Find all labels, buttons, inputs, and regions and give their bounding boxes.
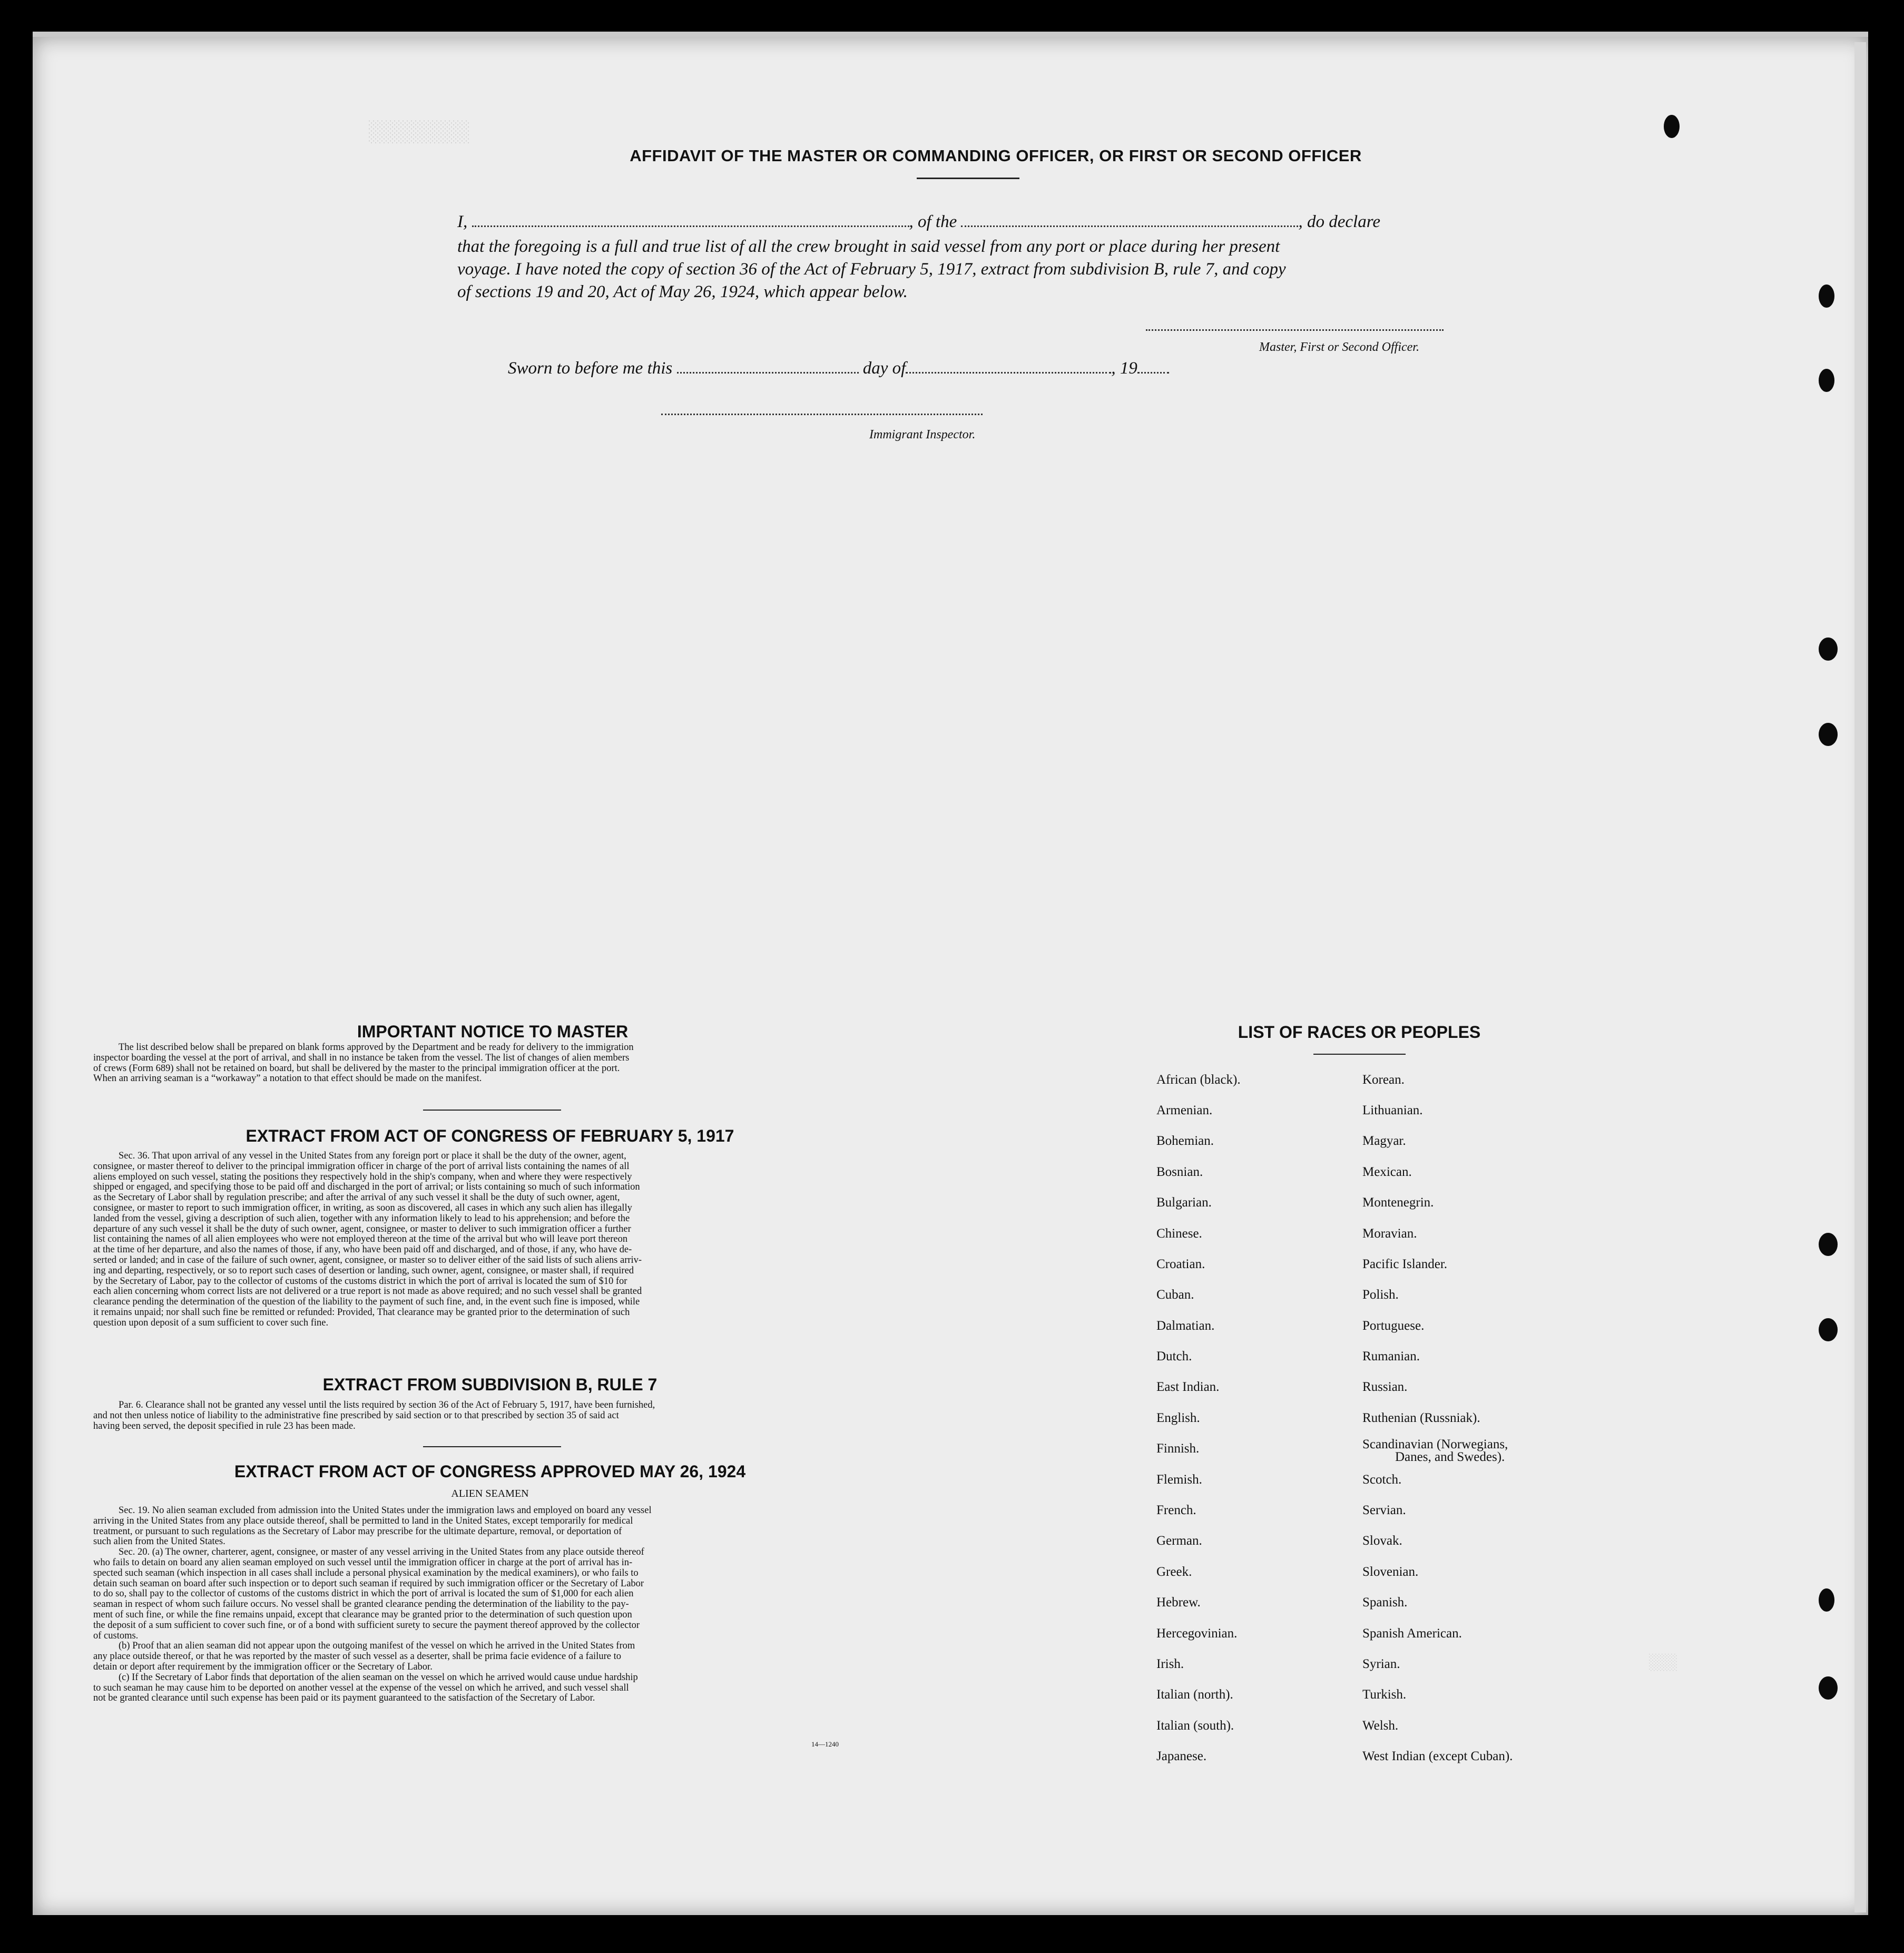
race-item: Hercegovinian. xyxy=(1156,1626,1238,1641)
notice-body xyxy=(93,1043,889,1084)
extract-line: seaman in respect of whom such failure occurs. No vessel shall be granted clearance pending the determination of the liability to the pay- xyxy=(93,1599,629,1610)
extract-line: consignee, or master thereof to deliver to the principal immigration officer in charge of the port of arrival lists containing the names of all xyxy=(93,1161,630,1172)
sworn-line xyxy=(508,357,1245,380)
race-item: Italian (north). xyxy=(1156,1687,1233,1702)
affidavit-declaration-line xyxy=(457,211,1485,233)
punch-hole xyxy=(1819,637,1838,661)
extract-1924-body xyxy=(93,1506,889,1704)
extract-line: question upon deposit of a sum sufficient to cover such fine. xyxy=(93,1317,329,1328)
extract-line: ing and departing, respectively, or so to report such cases of desertion or landing, such owner, agent, consignee, or master shall, if required xyxy=(93,1265,634,1276)
master-signature-label: Master, First or Second Officer. xyxy=(1259,340,1419,354)
race-item: French. xyxy=(1156,1503,1196,1517)
affidavit-i: I, xyxy=(457,212,468,231)
sworn-text: Sworn to before me this xyxy=(508,359,673,378)
punch-hole xyxy=(1819,284,1834,308)
race-item: Bohemian. xyxy=(1156,1134,1214,1148)
extract-line: Sec. 19. No alien seaman excluded from admission into the United States under the immigration laws and employed on board any vessel xyxy=(119,1505,652,1516)
race-item: Rumanian. xyxy=(1362,1349,1420,1363)
race-item: Slovenian. xyxy=(1362,1565,1419,1579)
vessel-blank[interactable] xyxy=(961,212,1298,227)
race-item: Armenian. xyxy=(1156,1103,1213,1117)
extract-line: aliens employed on such vessel, stating the positions they respectively hold in the ship's company, when and where they were respectively xyxy=(93,1171,632,1182)
affidavit-title-rule xyxy=(917,178,1019,179)
race-item: Portuguese. xyxy=(1362,1319,1425,1333)
day-of-text: day of xyxy=(862,359,906,378)
extract-line: Sec. 36. That upon arrival of any vessel in the United States from any foreign port or place it shall be the duty of the owner, agent, xyxy=(119,1151,626,1161)
race-item: German. xyxy=(1156,1534,1202,1548)
race-item: Spanish. xyxy=(1362,1595,1408,1609)
extract-line: consignee, or master to report to such immigration officer, in writing, as soon as discovered, all cases in which any such alien has illegally xyxy=(93,1202,632,1213)
notice-line: The list described below shall be prepared on blank forms approved by the Department and be ready for delivery to the immigration xyxy=(119,1042,634,1053)
race-item: Greek. xyxy=(1156,1565,1192,1579)
race-item: Bulgarian. xyxy=(1156,1195,1212,1210)
punch-hole xyxy=(1664,115,1680,138)
master-signature-line[interactable] xyxy=(1146,329,1444,331)
race-item: English. xyxy=(1156,1411,1200,1425)
race-item: Cuban. xyxy=(1156,1288,1194,1302)
affidavit-do-declare: , do declare xyxy=(1298,212,1380,231)
extract-line: list containing the names of all alien employees who were not employed thereon at the time of the arrival but who will leave port thereon xyxy=(93,1234,628,1245)
rule-line: Par. 6. Clearance shall not be granted any vessel until the lists required by section 36 of the Act of February 5, 1917, have been furnished, xyxy=(119,1400,655,1410)
extract-line: to such seaman he may cause him to be deported on another vessel at the expense of the vessel on which he arrived, and such vessel shall xyxy=(93,1682,629,1693)
race-item: Flemish. xyxy=(1156,1473,1202,1487)
race-item: Japanese. xyxy=(1156,1749,1207,1763)
notice-line: inspector boarding the vessel at the port of arrival, and shall in no instance be taken from the vessel. The list of changes of alien members xyxy=(93,1052,630,1063)
race-item: Croatian. xyxy=(1156,1257,1205,1271)
race-item: Chinese. xyxy=(1156,1226,1202,1241)
paper-right-edge xyxy=(1854,42,1866,1912)
extract-line: shipped or engaged, and specifying those to be paid off and discharged in the port of arrival; or lists containing so much of such information xyxy=(93,1182,640,1193)
section-divider xyxy=(423,1446,561,1447)
extract-1917-title: EXTRACT FROM ACT OF CONGRESS OF FEBRUARY 5, 1917 xyxy=(246,1126,734,1145)
race-item: Servian. xyxy=(1362,1503,1406,1517)
form-number: 14—1240 xyxy=(811,1740,839,1748)
punch-hole xyxy=(1819,369,1834,392)
race-item: Polish. xyxy=(1362,1288,1399,1302)
extract-line: arriving in the United States from any place outside thereof, shall be permitted to land in the United States, except temporarily for medical xyxy=(93,1515,633,1526)
extract-line: treatment, or pursuant to such regulations as the Secretary of Labor may prescribe for the ultimate departure, removal, or deportation of xyxy=(93,1526,622,1537)
extract-line: clearance pending the determination of the question of the liability to the payment of such fine, and, in the event such fine is imposed, while xyxy=(93,1297,640,1308)
bleed-through-row: ░░░░░░░░ xyxy=(369,121,470,145)
race-item: Mexican. xyxy=(1362,1165,1412,1179)
notice-title: IMPORTANT NOTICE TO MASTER xyxy=(357,1022,629,1041)
punch-hole xyxy=(1819,1676,1838,1700)
notice-line: of crews (Form 689) shall not be retained on board, but shall be delivered by the master to the principal immigration officer at the port. xyxy=(93,1063,620,1074)
race-item: Italian (south). xyxy=(1156,1719,1234,1733)
extract-line: Sec. 20. (a) The owner, charterer, agent, consignee, or master of any vessel arriving in the United States from any place outside thereof xyxy=(119,1547,644,1558)
races-title-rule xyxy=(1313,1054,1406,1055)
race-item: Magyar. xyxy=(1362,1134,1406,1148)
extract-line: by the Secretary of Labor, pay to the collector of customs of the customs district in which the port of arrival is located the sum of $10 for xyxy=(93,1275,627,1287)
race-item: East Indian. xyxy=(1156,1380,1220,1394)
extract-line: the deposit of a sum sufficient to cover such fine, or of a bond with sufficient surety to secure the payment thereof approved by the collector xyxy=(93,1620,640,1631)
race-item: Welsh. xyxy=(1362,1719,1399,1733)
sworn-year-blank[interactable] xyxy=(1137,358,1169,374)
extract-line: any place outside thereof, or that he was reported by the master of such vessel as a deserter, shall be prima facie evidence of a failure to xyxy=(93,1651,621,1662)
race-item: Slovak. xyxy=(1362,1534,1402,1548)
race-item: Spanish American. xyxy=(1362,1626,1462,1641)
extract-line: ment of such fine, or while the fine remains unpaid, except that clearance may be granted prior to the determination of such question upon xyxy=(93,1609,632,1620)
race-item: Montenegrin. xyxy=(1362,1195,1434,1210)
affidavit-text-line: of sections 19 and 20, Act of May 26, 1924, which appear below. xyxy=(457,282,908,301)
affidavit-title: AFFIDAVIT OF THE MASTER OR COMMANDING OFFICER, OR FIRST OR SECOND OFFICER xyxy=(630,146,1362,165)
punch-hole xyxy=(1819,1588,1834,1612)
alien-seamen-subtitle: ALIEN SEAMEN xyxy=(451,1488,529,1499)
race-item: Hebrew. xyxy=(1156,1595,1201,1609)
extract-line: landed from the vessel, giving a description of such alien, together with any information likely to lead to his apprehension; and before the xyxy=(93,1213,630,1224)
sworn-day-blank[interactable] xyxy=(677,358,859,374)
race-item: Syrian. xyxy=(1362,1657,1400,1671)
sworn-month-blank[interactable] xyxy=(906,358,1111,374)
race-item: Scandinavian (Norwegians, xyxy=(1362,1437,1508,1451)
race-item: Turkish. xyxy=(1362,1687,1407,1702)
extract-1924-title: EXTRACT FROM ACT OF CONGRESS APPROVED MAY 26, 1924 xyxy=(234,1462,746,1481)
extract-line: (b) Proof that an alien seaman did not appear upon the outgoing manifest of the vessel on which he arrived in the United States from xyxy=(119,1641,635,1652)
race-item: Pacific Islander. xyxy=(1362,1257,1448,1271)
extract-line: spected such seaman (which inspection in all cases shall include a personal physical examination by the medical examiners), or who fails to xyxy=(93,1567,639,1578)
extract-line: each alien concerning whom correct lists are not delivered or a true report is not made as above required; and no such vessel shall be granted xyxy=(93,1286,642,1297)
inspector-signature-label: Immigrant Inspector. xyxy=(869,428,976,441)
rule-7-title: EXTRACT FROM SUBDIVISION B, RULE 7 xyxy=(322,1375,657,1394)
section-divider xyxy=(423,1110,561,1111)
extract-line: (c) If the Secretary of Labor finds that deportation of the alien seaman on the vessel on which he arrived would cause undue hardship xyxy=(119,1672,638,1683)
punch-hole xyxy=(1819,723,1838,746)
extract-1917-body xyxy=(93,1151,889,1329)
notice-line: When an arriving seaman is a “workaway” a notation to that effect should be made on the manifest. xyxy=(93,1073,482,1084)
race-item: Russian. xyxy=(1362,1380,1408,1394)
race-item: Bosnian. xyxy=(1156,1165,1203,1179)
extract-line: departure of any such vessel it shall be the duty of such owner, agent, consignee, or master to deliver to such immigration officer a further xyxy=(93,1223,631,1234)
extract-line: not be granted clearance until such expense has been paid or its payment guaranteed to the satisfaction of the Secretary of Labor. xyxy=(93,1693,595,1704)
race-item: Lithuanian. xyxy=(1362,1103,1423,1117)
extract-line: at the time of her departure, and also the names of those, if any, who have been paid off and discharged, and of those, if any, who have de- xyxy=(93,1244,632,1255)
extract-line: detain or deport after requirement by the immigration officer or the Secretary of Labor. xyxy=(93,1661,433,1672)
race-item: African (black). xyxy=(1156,1073,1241,1087)
extract-line: who fails to detain on board any alien seaman employed on such vessel until the immigration officer in charge at the port of arrival has in- xyxy=(93,1557,633,1568)
punch-hole xyxy=(1819,1318,1838,1341)
extract-line: it remains unpaid; nor shall such fine be remitted or refunded: Provided, That clearance may be granted prior to the determination of such xyxy=(93,1307,630,1318)
extract-line: such alien from the United States. xyxy=(93,1536,225,1547)
affidavit-text-line: voyage. I have noted the copy of section 36 of the Act of February 5, 1917, extract from subdivision B, rule 7, and copy xyxy=(457,260,1286,279)
punch-hole xyxy=(1819,1233,1838,1256)
extract-line: as the Secretary of Labor shall by regulation prescribe; and after the arrival of any such vessel it shall be the duty of such owner, agent, xyxy=(93,1192,620,1203)
race-item: Moravian. xyxy=(1362,1226,1417,1241)
race-item: Dutch. xyxy=(1156,1349,1192,1363)
race-item: Finnish. xyxy=(1156,1441,1200,1456)
extract-line: of customs. xyxy=(93,1630,139,1641)
rule-7-body xyxy=(93,1400,889,1431)
race-item: West Indian (except Cuban). xyxy=(1362,1749,1513,1763)
race-item: Irish. xyxy=(1156,1657,1184,1671)
extract-line: to do so, shall pay to the collector of customs of the customs district in which the port of arrival is located the sum of $1,000 for each alien xyxy=(93,1588,634,1599)
race-item: Korean. xyxy=(1362,1073,1405,1087)
affidavit-of-the: , of the xyxy=(909,212,957,231)
race-item: Dalmatian. xyxy=(1156,1319,1215,1333)
sworn-year-text: , 19 xyxy=(1111,359,1137,378)
races-title: LIST OF RACES OR PEOPLES xyxy=(1238,1023,1481,1042)
race-item: Scotch. xyxy=(1362,1473,1402,1487)
bleed-through-column: ░░░ xyxy=(1649,1654,1678,1672)
race-item: Ruthenian (Russniak). xyxy=(1362,1411,1480,1425)
extract-line: detain such seaman on board after such inspection or to deport such seaman if required by such immigration officer or the Secretary of Labor xyxy=(93,1578,644,1589)
rule-line: having been served, the deposit specified in rule 23 has been made. xyxy=(93,1420,356,1431)
race-item-continuation: Danes, and Swedes). xyxy=(1395,1450,1505,1464)
affidavit-text-line: that the foregoing is a full and true list of all the crew brought in said vessel from any port or place during her present xyxy=(457,237,1280,256)
extract-line: serted or landed; and in case of the failure of such owner, agent, consignee, or master so to deliver either of the said lists of such aliens arriv- xyxy=(93,1254,642,1265)
inspector-signature-line[interactable] xyxy=(661,414,983,415)
rule-line: and not then unless notice of liability to the administrative fine prescribed by said section or to that prescribed by section 35 of said act xyxy=(93,1410,619,1421)
name-blank[interactable] xyxy=(472,212,909,227)
